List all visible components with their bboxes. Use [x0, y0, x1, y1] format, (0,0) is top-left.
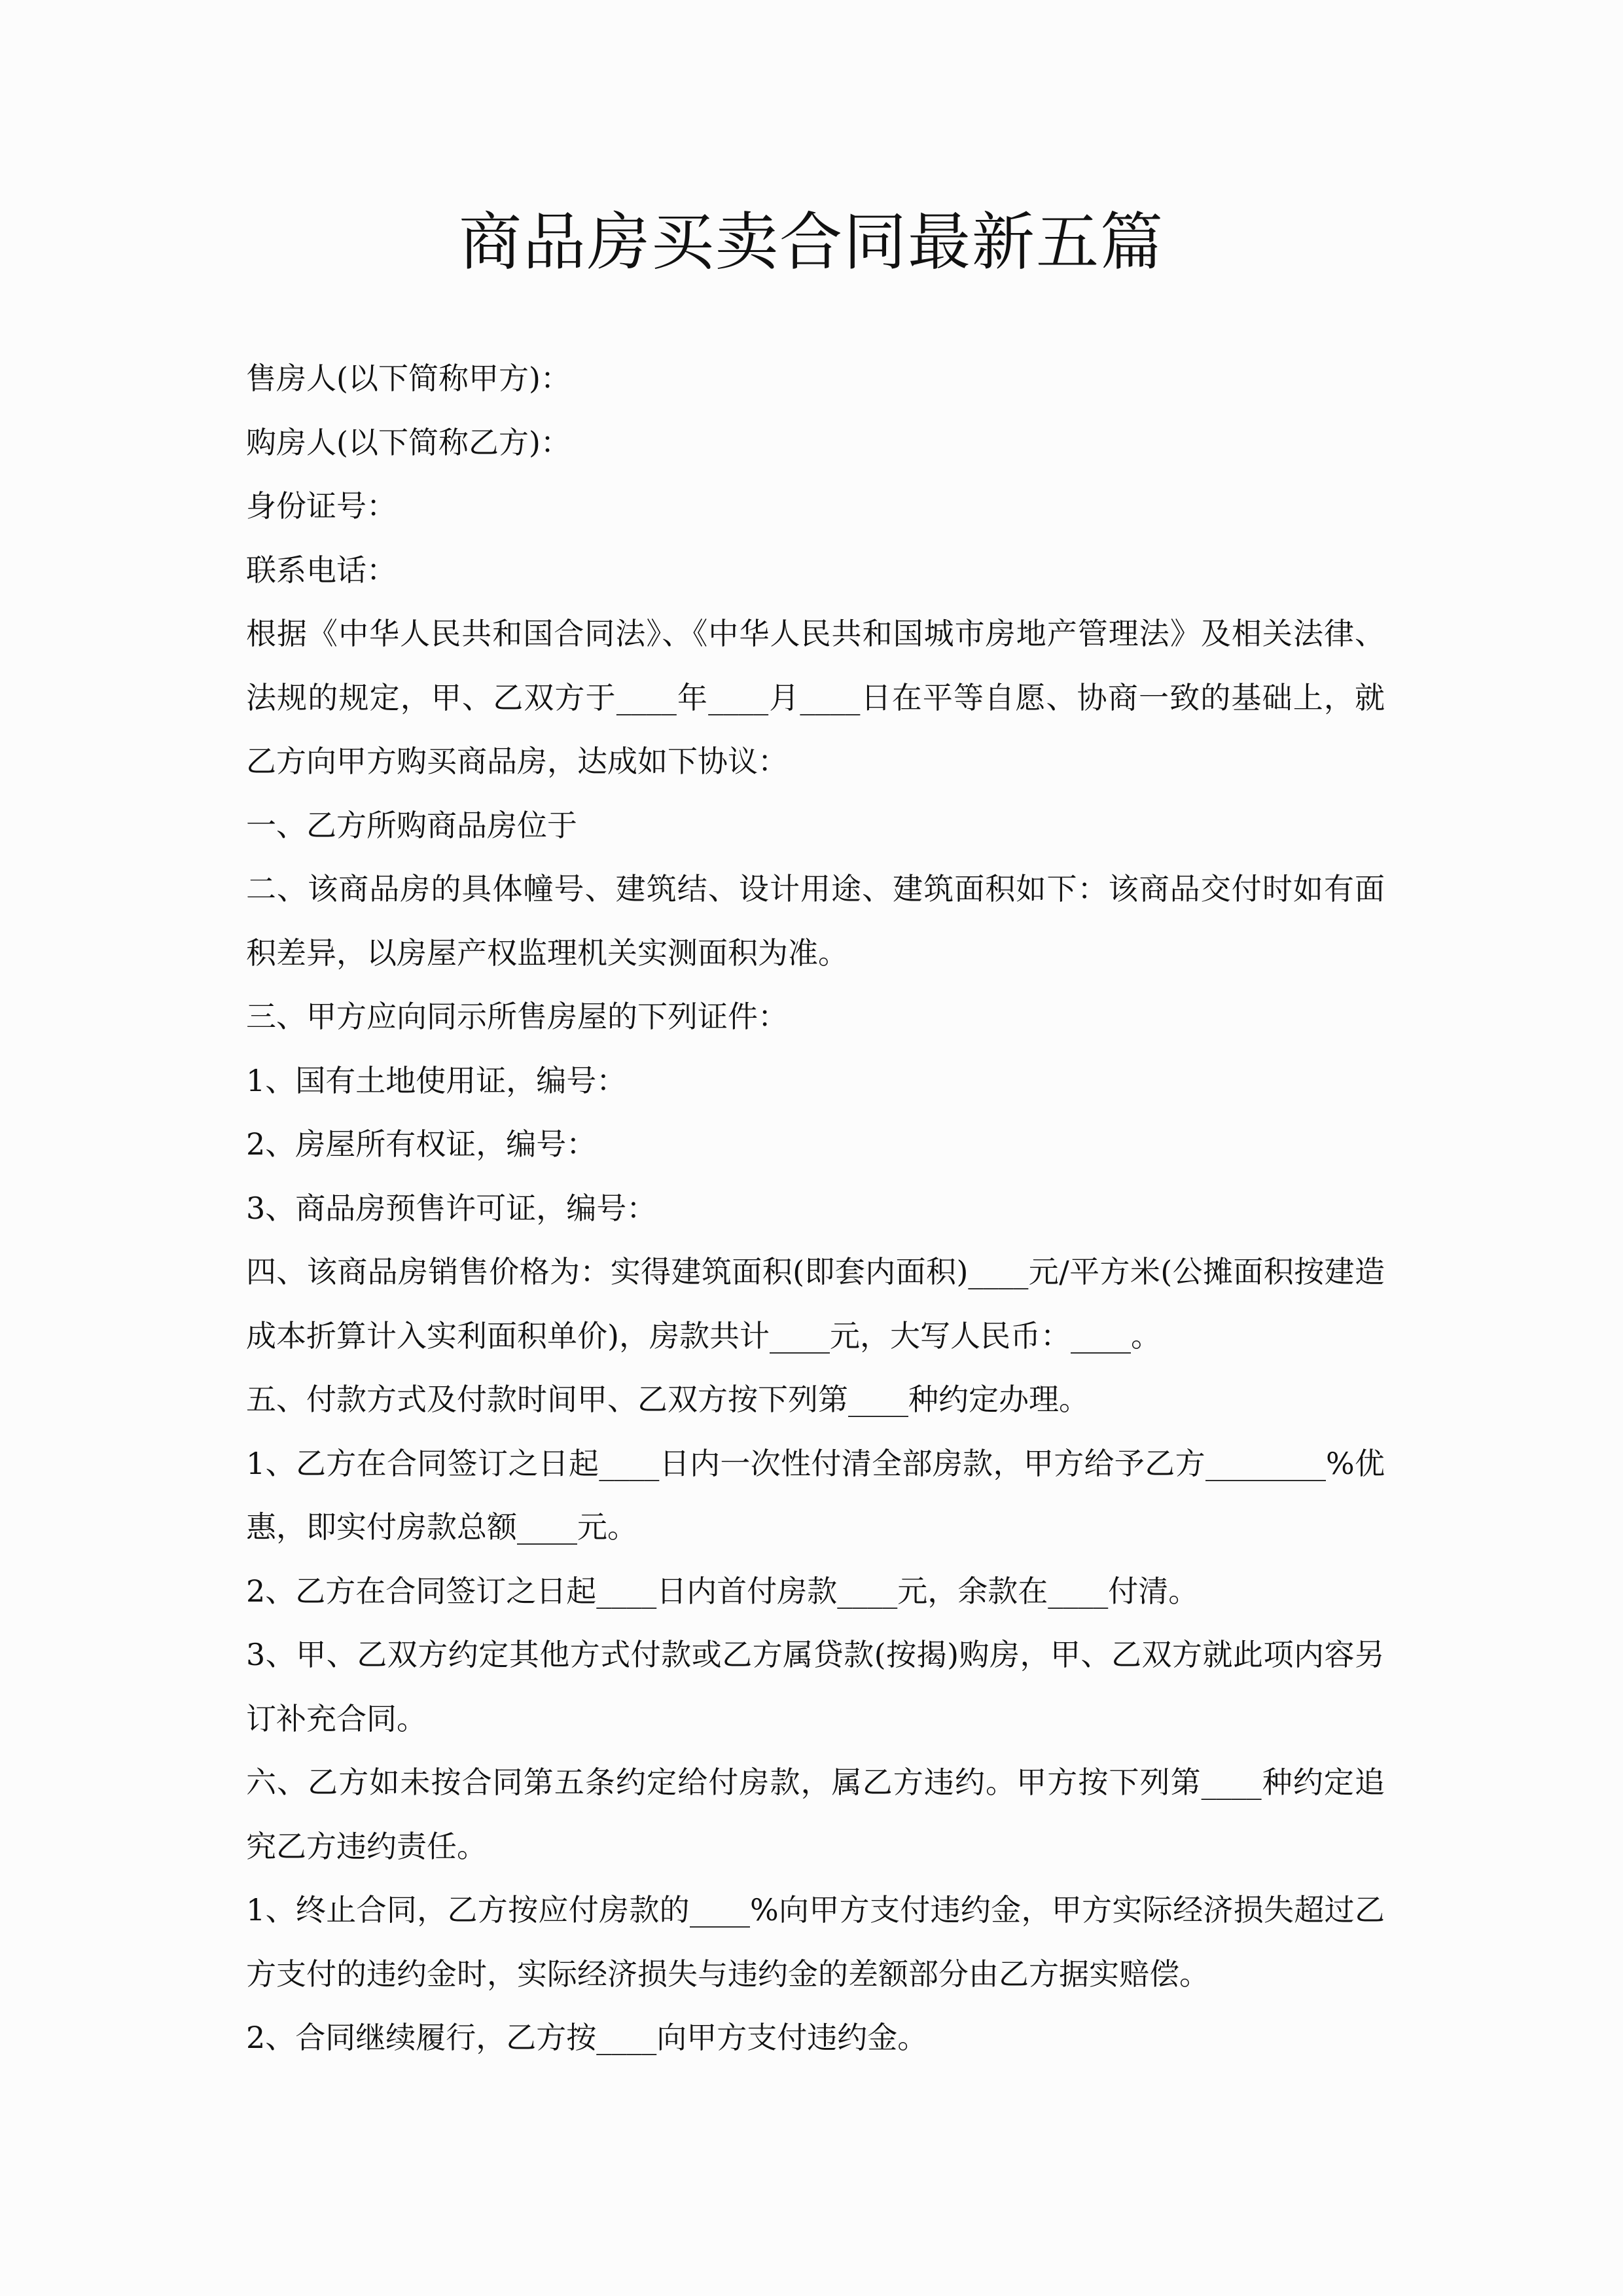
clause-3-certificates: 三、甲方应向同示所售房屋的下列证件： — [246, 999, 788, 1034]
payment-option-3: 3、甲、乙双方约定其他方式付款或乙方属贷款(按揭)购房，甲、乙双方就此项内容另订补充合同。 — [246, 1637, 1385, 1736]
certificate-item-2: 2、房屋所有权证，编号： — [246, 1126, 597, 1162]
preamble-paragraph: 根据《中华人民共和国合同法》、《中华人民共和国城市房地产管理法》及相关法律、法规的规定，甲、乙双方于____年____月____日在平等自愿、协商一致的基础上，就乙方向甲方购买商品房，达成如下协议： — [246, 616, 1385, 779]
clause-6-breach: 六、乙方如未按合同第五条约定给付房款，属乙方违约。甲方按下列第____种约定追究乙方违约责任。 — [246, 1765, 1385, 1864]
breach-option-1: 1、终止合同，乙方按应付房款的____%向甲方支付违约金，甲方实际经济损失超过乙方支付的违约金时，实际经济损失与违约金的差额部分由乙方据实赔偿。 — [246, 1892, 1385, 1992]
id-number-line: 身份证号： — [246, 488, 397, 524]
certificate-item-1: 1、国有土地使用证，编号： — [246, 1062, 627, 1098]
document-title: 商品房买卖合同最新五篇 — [459, 206, 1164, 279]
document-body — [246, 347, 1385, 2070]
breach-option-2: 2、合同继续履行，乙方按____向甲方支付违约金。 — [246, 2020, 928, 2055]
payment-option-1: 1、乙方在合同签订之日起____日内一次性付清全部房款，甲方给予乙方________%优惠，即实付房款总额____元。 — [246, 1445, 1385, 1545]
clause-4-price: 四、该商品房销售价格为：实得建筑面积(即套内面积)____元/平方米(公摊面积按建造成本折算计入实利面积单价)，房款共计____元，大写人民币：____。 — [246, 1254, 1385, 1354]
clause-5-payment: 五、付款方式及付款时间甲、乙双方按下列第____种约定办理。 — [246, 1382, 1089, 1417]
clause-2-details: 二、该商品房的具体幢号、建筑结、设计用途、建筑面积如下：该商品交付时如有面积差异，以房屋产权监理机关实测面积为准。 — [246, 871, 1385, 971]
phone-line: 联系电话： — [246, 552, 397, 588]
buyer-line: 购房人(以下简称乙方)： — [246, 424, 571, 460]
certificate-item-3: 3、商品房预售许可证，编号： — [246, 1190, 657, 1226]
seller-line: 售房人(以下简称甲方)： — [246, 361, 571, 396]
clause-1-location: 一、乙方所购商品房位于 — [246, 807, 577, 843]
payment-option-2: 2、乙方在合同签订之日起____日内首付房款____元，余款在____付清。 — [246, 1573, 1199, 1609]
